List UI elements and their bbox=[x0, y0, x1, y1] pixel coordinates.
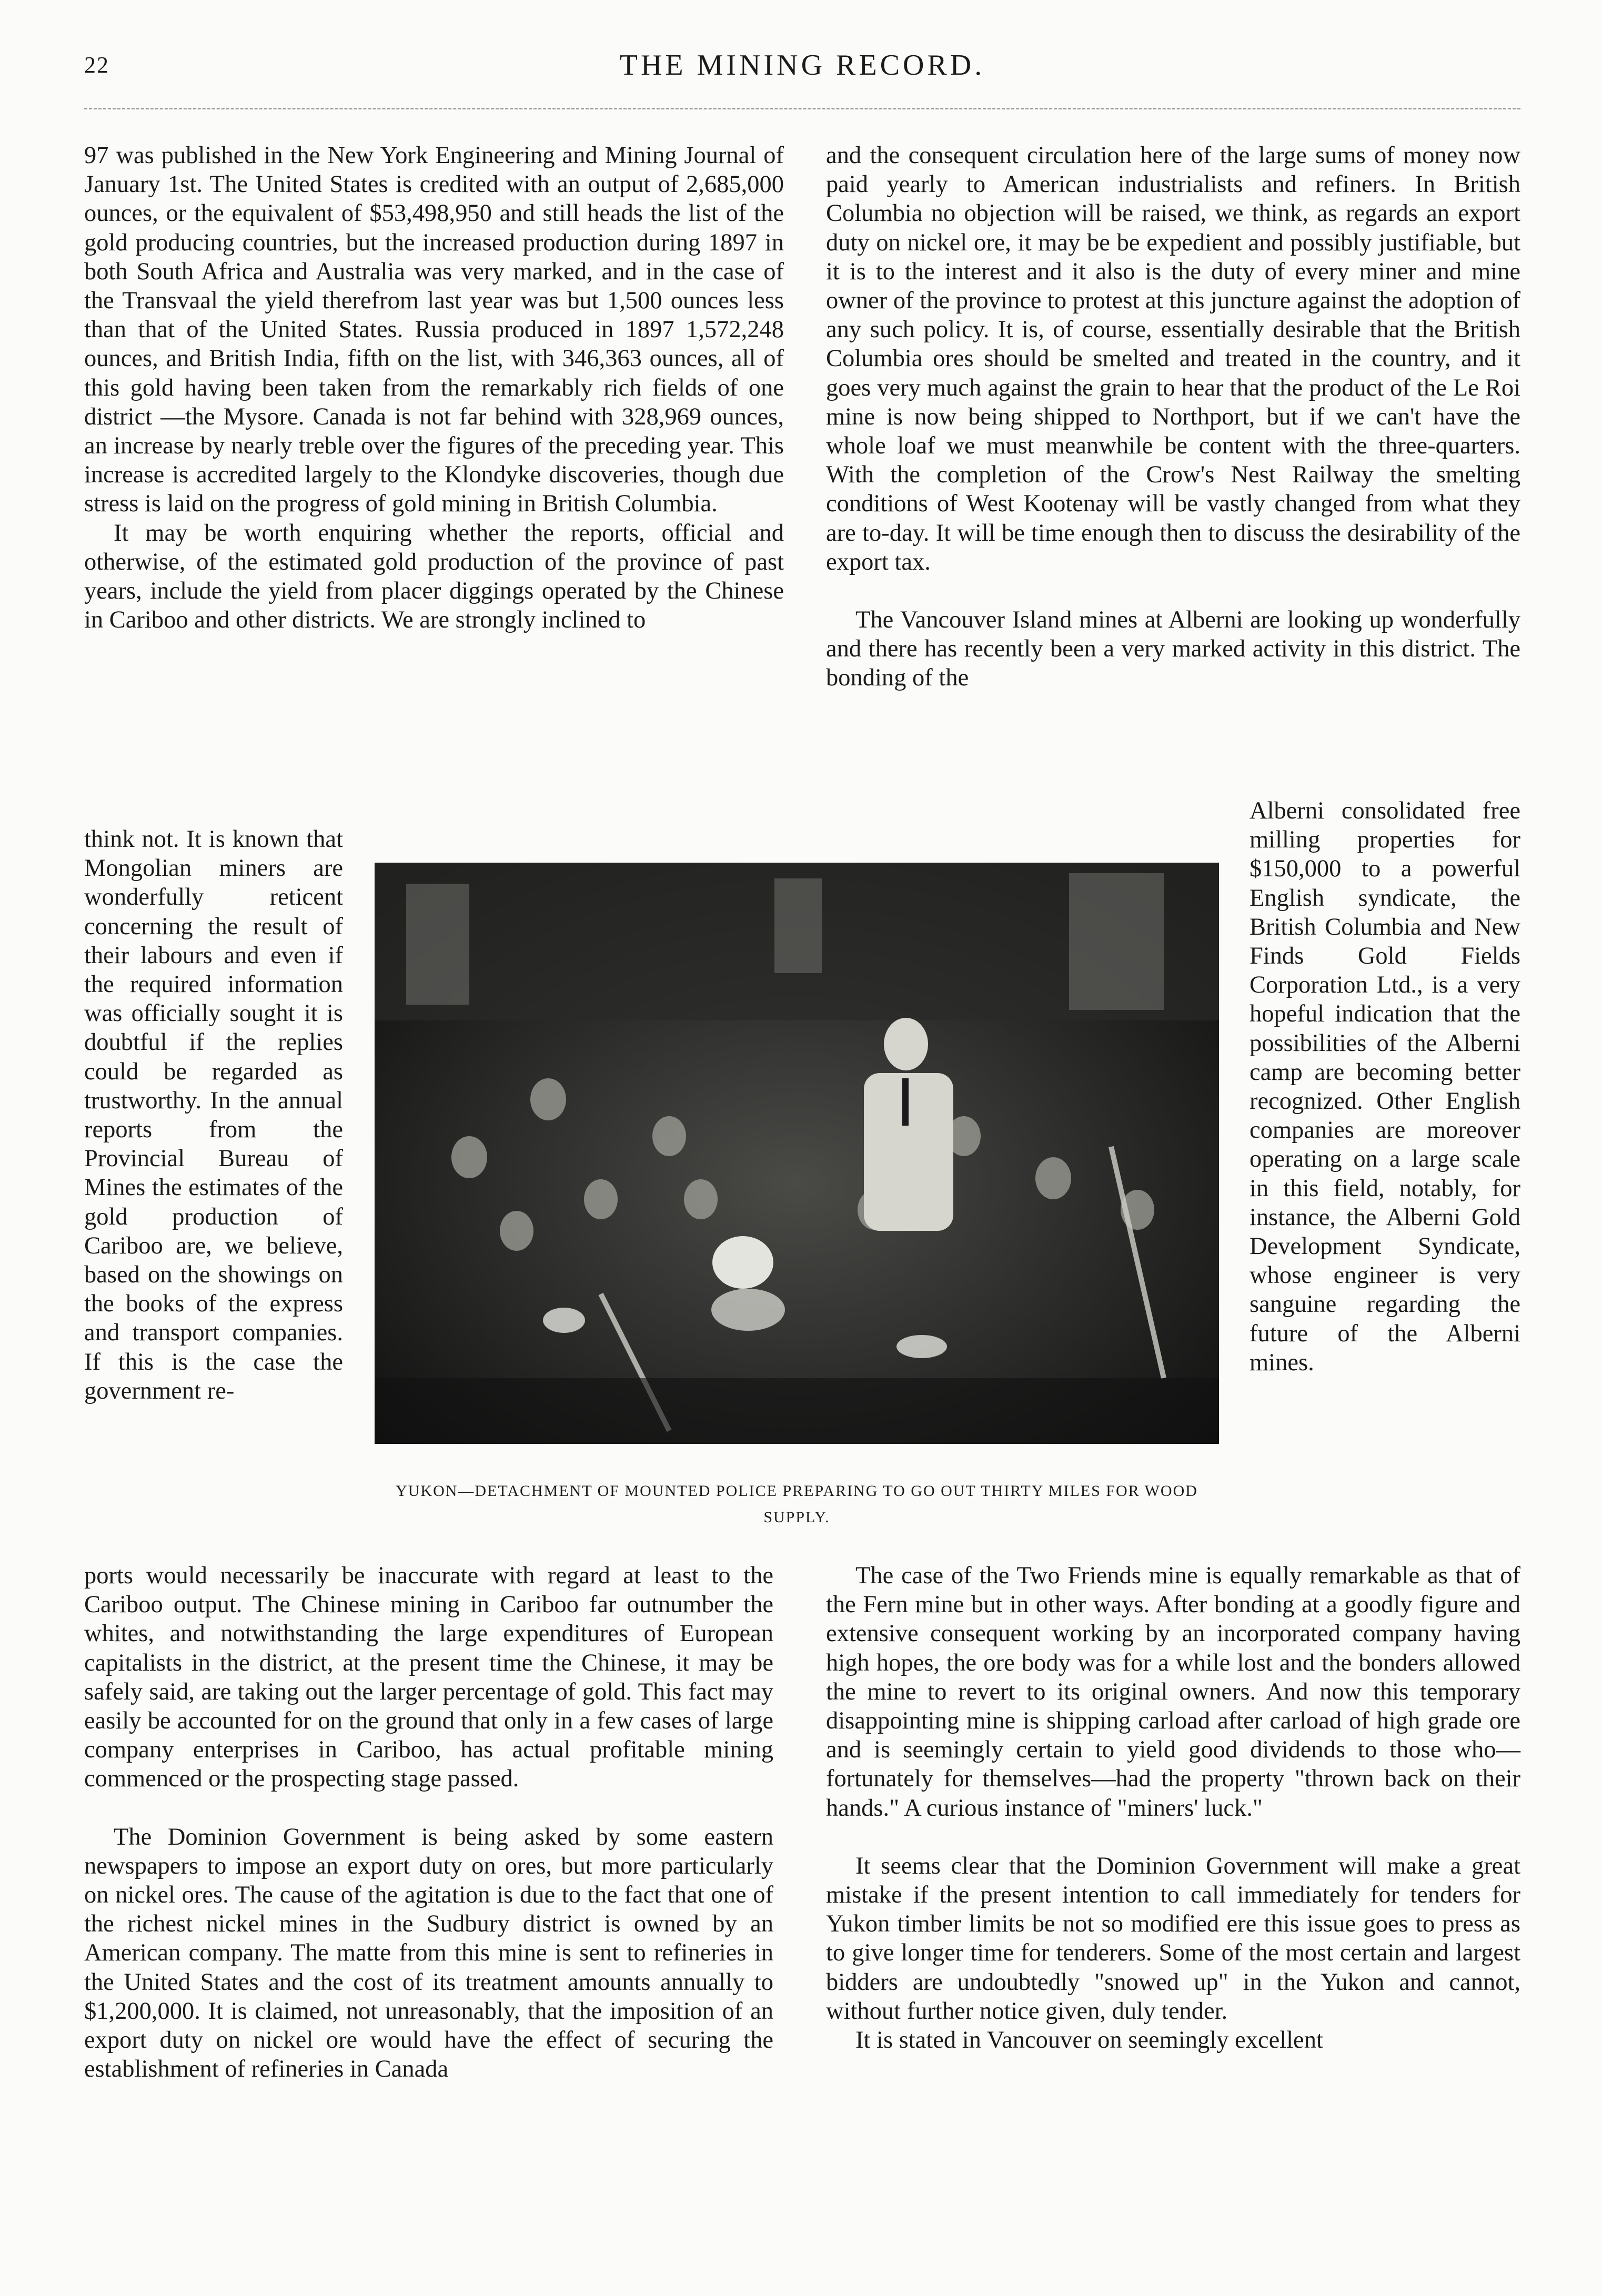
paragraph-alberni-intro: The Vancouver Island mines at Alberni are looking up wonderfully and there has recently been a very marked activity in this district. The bonding of the bbox=[826, 606, 1520, 692]
mounted-police-photo bbox=[375, 863, 1219, 1444]
left-column-top bbox=[84, 141, 784, 634]
photo-caption: YUKON—DETACHMENT OF MOUNTED POLICE PREPARING TO GO OUT THIRTY MILES FOR WOOD SUPPLY. bbox=[396, 1482, 1198, 1526]
paragraph-cariboo-output: ports would necessarily be inaccurate with regard at least to the Cariboo output. The Chinese mining in Cariboo far outnumber the whites, and notwithstanding the large expenditures of European capitalists in the district, at the present time the Chinese, it may be safely said, are taking out the larger percentage of gold. This fact may easily be accounted for on the ground that only in a few cases of large company enterprises in Cariboo, has actual profitable mining commenced or the prospecting stage passed. bbox=[84, 1562, 773, 1793]
paragraph-vancouver: It is stated in Vancouver on seemingly excellent bbox=[855, 2027, 1323, 2054]
header-rule bbox=[84, 108, 1520, 109]
right-column-bottom bbox=[826, 1561, 1520, 2055]
paragraph-mongolian-miners: think not. It is known that Mongolian miners are wonderfully reticent concerning the result of their labours and even if the required information was officially sought it is doubtful if the replies could be regarded as trustworthy. In the annual reports from the Provincial Bureau of Mines the estimates of the gold production of Cariboo are, we believe, based on the showings on the books of the express and transport companies. If this is the case the government re- bbox=[84, 826, 343, 1404]
right-column-wrap bbox=[1250, 796, 1520, 1377]
paragraph-two-friends-mine: The case of the Two Friends mine is equally remarkable as that of the Fern mine but in other ways. After bonding at a goodly figure and extensive consequent working by an incorporated company having high hopes, the ore body was for a while lost and the bonders allowed the mine to revert to its original owners. And now this temporary disappointing mine is shipping carload after carload of high grade ore and is seemingly certain to yield good dividends to those who—fortunately for themselves—had the property "thrown back on their hands." A curious instance of "miners' luck." bbox=[826, 1562, 1520, 1822]
paragraph-alberni-bonding: Alberni consolidated free milling properties for $150,000 to a powerful English syndicate, the British Columbia and New Finds Gold Fields Corporation Ltd., is a very hopeful indication that the possibilities of the Alberni camp are becoming better recognized. Other English companies are moreover operating on a large scale in this field, notably, for instance, the Alberni Gold Development Syndicate, whose engineer is very sanguine regarding the future of the Alberni mines. bbox=[1250, 797, 1520, 1376]
paragraph-nickel-refiners: and the consequent circulation here of the large sums of money now paid yearly to American industrialists and refiners. In British Columbia no objection will be raised, we think, as regards an export duty on nickel ore, it may be be expedient and possibly justifiable, but it is to the interest and it also is the duty of every miner and mine owner of the province to protest at this juncture against the adoption of any such policy. It is, of course, essentially desirable that the British Columbia ores should be smelted and treated in the country, and it goes very much against the grain to hear that the product of the Le Roi mine is now being shipped to Northport, but if we can't have the whole loaf we must meanwhile be content with the three-quarters. With the completion of the Crow's Nest Railway the smelting conditions of West Kootenay will be vastly changed from what they are to-day. It will be time enough then to discuss the desirability of the export tax. bbox=[826, 142, 1520, 575]
page-header bbox=[84, 42, 1520, 89]
paragraph-reports-enquiry: It may be worth enquiring whether the reports, official and otherwise, of the estimated gold production of the province of past years, include the yield from placer diggings operated by the Chinese in Cariboo and other districts. We are strongly inclined to bbox=[84, 519, 784, 634]
photo-halftone bbox=[375, 863, 1219, 1444]
running-title: THE MINING RECORD. bbox=[619, 49, 985, 82]
left-column-wrap bbox=[84, 825, 343, 1405]
paragraph-gold-output: 97 was published in the New York Engineering and Mining Journal of January 1st. The United States is credited with an output of 2,685,000 ounces, or the equivalent of $53,498,950 and still heads the list of the gold producing countries, but the increased production during 1897 in both South Africa and Australia was very marked, and in the case of the Transvaal the yield therefrom last year was but 1,500 ounces less than that of the United States. Russia produced in 1897 1,572,248 ounces, and British India, fifth on the list, with 346,363 ounces, all of this gold having been taken from the remarkably rich fields of one district —the Mysore. Canada is not far behind with 328,969 ounces, an increase by nearly treble over the figures of the preceding year. This increase is accredited largely to the Klondyke discoveries, though due stress is laid on the progress of gold mining in British Columbia. bbox=[84, 142, 784, 518]
right-column-top bbox=[826, 141, 1520, 693]
left-column-bottom bbox=[84, 1561, 773, 2083]
paragraph-export-duty: The Dominion Government is being asked by some eastern newspapers to impose an export duty on ores, but more particularly on nickel ores. The cause of the agitation is due to the fact that one of the richest nickel mines in the Sudbury district is owned by an American company. The matte from this mine is sent to refineries in the United States and the cost of its treatment amounts annually to $1,200,000. It is claimed, not unreasonably, that the imposition of an export duty on nickel ore would have the effect of securing the establishment of refineries in Canada bbox=[84, 1823, 773, 2083]
page-number: 22 bbox=[84, 52, 109, 78]
paragraph-yukon-timber: It seems clear that the Dominion Government will make a great mistake if the present intention to call immediately for tenders for Yukon timber limits be not so modified ere this issue goes to press as to give longer time for tenderers. Some of the most certain and largest bidders are undoubtedly "snowed up" in the Yukon and cannot, without further notice given, duly tender. bbox=[826, 1852, 1520, 2025]
